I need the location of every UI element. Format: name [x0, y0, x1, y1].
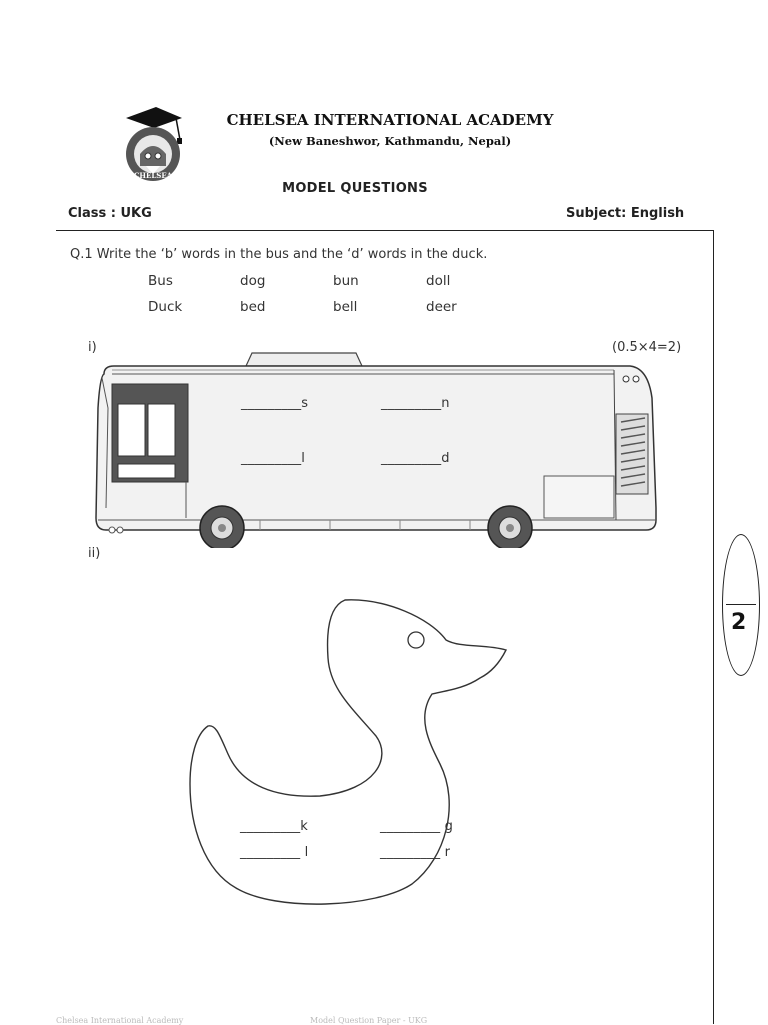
bus-illustration [90, 348, 662, 548]
part-ii-label: ii) [88, 546, 101, 561]
word-item: bell [333, 299, 358, 315]
bus-blank[interactable]: _________s [241, 396, 309, 411]
word-item: bed [240, 299, 266, 315]
word-item: doll [426, 273, 451, 289]
part-i-label: i) [88, 340, 97, 355]
word-item: bun [333, 273, 359, 289]
duck-blank[interactable]: _________ g [380, 819, 454, 834]
margin-line [713, 230, 714, 1024]
duck-blank[interactable]: _________k [240, 819, 309, 834]
word-item: dog [240, 273, 266, 289]
page-title: MODEL QUESTIONS [282, 181, 428, 196]
subject-label: Subject: English [566, 206, 685, 221]
duck-blank[interactable]: _________ l [240, 845, 309, 860]
footer-center: Model Question Paper - UKG [310, 1016, 428, 1025]
score-total: 2 [731, 610, 747, 635]
word-item: Duck [148, 299, 183, 315]
question-text: Q.1 Write the ‘b’ words in the bus and the ‘d’ words in the duck. [70, 247, 488, 262]
bus-blank[interactable]: _________n [381, 396, 450, 411]
logo-text: CHELSEA [133, 171, 173, 180]
bus-blank[interactable]: _________l [241, 451, 306, 466]
school-logo [118, 104, 188, 184]
marks-label: (0.5×4=2) [612, 340, 682, 355]
duck-blank[interactable]: _________ r [380, 845, 451, 860]
bus-blank[interactable]: _________d [381, 451, 450, 466]
header-divider [56, 230, 714, 231]
word-item: Bus [148, 273, 173, 289]
school-name: CHELSEA INTERNATIONAL ACADEMY [226, 111, 554, 129]
school-address: (New Baneshwor, Kathmandu, Nepal) [268, 134, 512, 148]
score-divider [726, 604, 756, 605]
footer-left: Chelsea International Academy [56, 1016, 184, 1025]
duck-illustration [180, 588, 520, 918]
word-item: deer [426, 299, 457, 315]
class-label: Class : UKG [68, 206, 152, 221]
